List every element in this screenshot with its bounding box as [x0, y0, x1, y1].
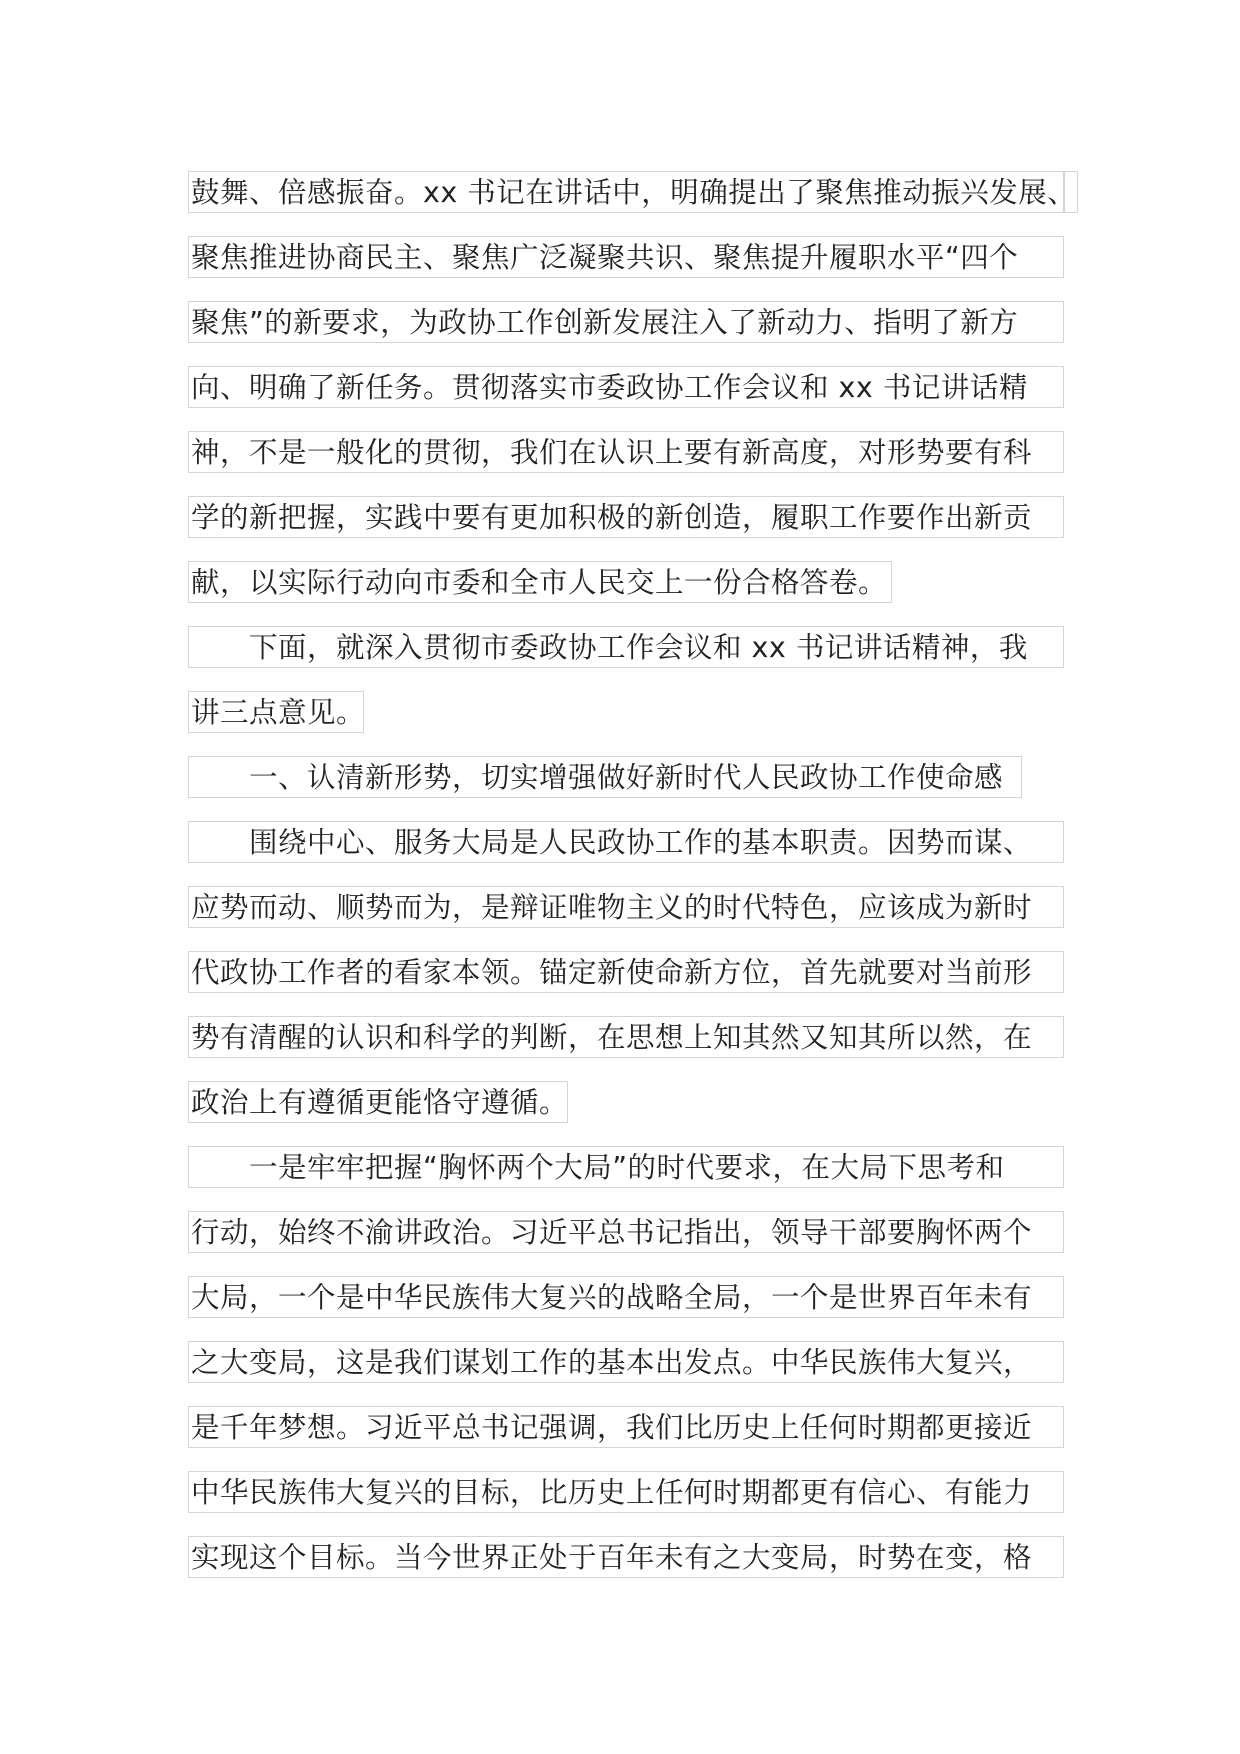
- text-line: 中华民族伟大复兴的目标，比历史上任何时期都更有信心、有能力: [188, 1471, 1064, 1513]
- text-line: 神，不是一般化的贯彻，我们在认识上要有新高度，对形势要有科: [188, 431, 1064, 473]
- text-line: 政治上有遵循更能恪守遵循。: [188, 1081, 568, 1123]
- section-heading: 一、认清新形势，切实增强做好新时代人民政协工作使命感: [188, 756, 1022, 798]
- text-line: 向、明确了新任务。贯彻落实市委政协工作会议和 xx 书记讲话精: [188, 366, 1064, 408]
- text-line: 代政协工作者的看家本领。锚定新使命新方位，首先就要对当前形: [188, 951, 1064, 993]
- text-line: 应势而动、顺势而为，是辩证唯物主义的时代特色，应该成为新时: [188, 886, 1064, 928]
- text-line: 聚焦推进协商民主、聚焦广泛凝聚共识、聚焦提升履职水平“四个: [188, 236, 1064, 278]
- text-line: 下面，就深入贯彻市委政协工作会议和 xx 书记讲话精神，我: [188, 626, 1064, 668]
- text-line-tail: [1064, 171, 1078, 213]
- text-line: 一是牢牢把握“胸怀两个大局”的时代要求，在大局下思考和: [188, 1146, 1064, 1188]
- text-line: 行动，始终不渝讲政治。习近平总书记指出，领导干部要胸怀两个: [188, 1211, 1064, 1253]
- text-line: 鼓舞、倍感振奋。xx 书记在讲话中，明确提出了聚焦推动振兴发展、: [188, 171, 1064, 213]
- text-line: 学的新把握，实践中要有更加积极的新创造，履职工作要作出新贡: [188, 496, 1064, 538]
- text-line: 大局，一个是中华民族伟大复兴的战略全局，一个是世界百年未有: [188, 1276, 1064, 1318]
- text-line: 之大变局，这是我们谋划工作的基本出发点。中华民族伟大复兴，: [188, 1341, 1064, 1383]
- text-line: 是千年梦想。习近平总书记强调，我们比历史上任何时期都更接近: [188, 1406, 1064, 1448]
- text-line: 围绕中心、服务大局是人民政协工作的基本职责。因势而谋、: [188, 821, 1064, 863]
- text-line: 实现这个目标。当今世界正处于百年未有之大变局，时势在变，格: [188, 1536, 1064, 1578]
- text-line: 势有清醒的认识和科学的判断，在思想上知其然又知其所以然，在: [188, 1016, 1064, 1058]
- text-line: 聚焦”的新要求，为政协工作创新发展注入了新动力、指明了新方: [188, 301, 1064, 343]
- text-line: 讲三点意见。: [188, 691, 364, 733]
- text-line: 献，以实际行动向市委和全市人民交上一份合格答卷。: [188, 561, 892, 603]
